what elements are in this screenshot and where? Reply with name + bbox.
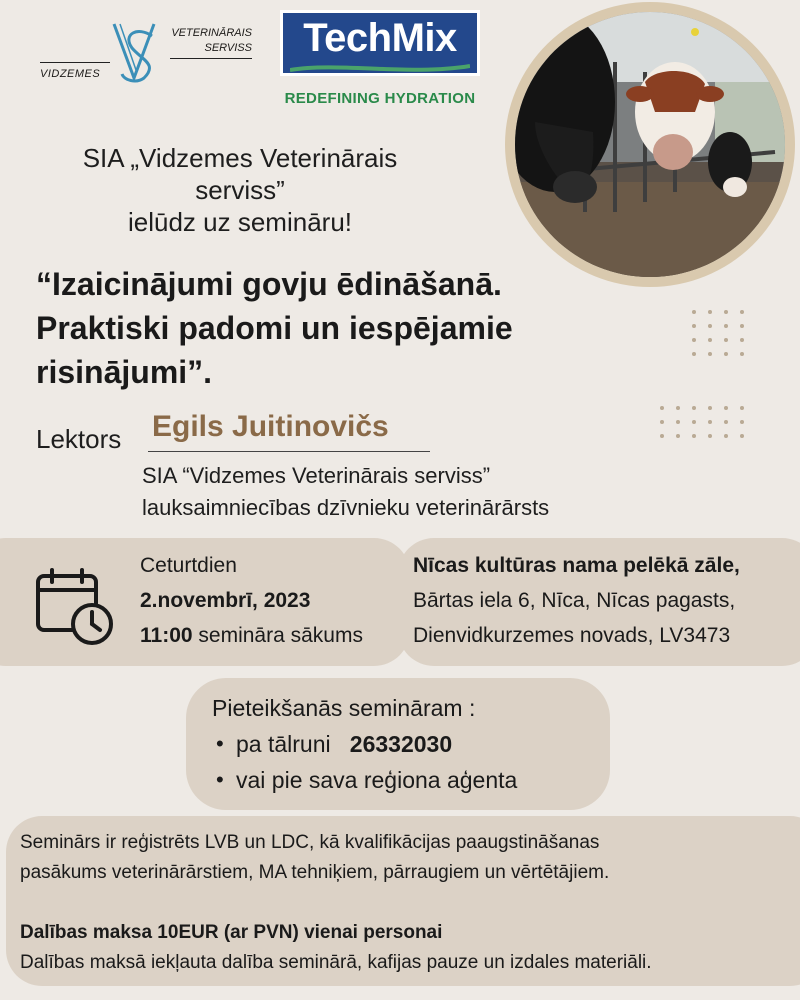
fee-line: Dalības maksa 10EUR (ar PVN) vienai personai [20,922,443,943]
registration-phone-item [212,726,517,762]
logo-text-line: SERVISS [204,42,252,54]
lecturer-name: Egils Juitinovičs [152,410,389,443]
event-time: 11:00 [140,624,193,647]
lecturer-label: Lektors [36,424,122,454]
event-date: 2.novembrī, 2023 [140,589,311,612]
intro-line: serviss” [195,175,285,205]
title-line: risinājumi”. [36,354,213,390]
calendar-clock-icon [34,566,116,648]
fee-detail: Dalības maksā iekļauta dalība seminārā, kafijas pauze un izdales materiāli. [20,952,652,973]
event-venue: Nīcas kultūras nama pelēkā zāle, [413,554,740,577]
registration-agent-item [212,762,517,798]
info-text [20,828,790,978]
title-line: Praktiski padomi un iespējamie [36,310,513,346]
decorative-dots [660,406,750,446]
logo-text-veterinarais-serviss [170,26,252,56]
cows-illustration [515,12,785,277]
phone-number[interactable]: 26332030 [349,731,453,757]
cows-photo [505,2,795,287]
techmix-logo [280,10,480,110]
agent-text: vai pie sava reģiona aģenta [236,767,518,793]
event-time-suffix: semināra sākums [192,624,363,647]
event-address-line: Dienvidkurzemes novads, LV3473 [413,624,731,647]
logo-divider [170,58,252,59]
vvs-monogram-icon [108,20,168,84]
logo-text-line: VETERINĀRAIS [171,27,252,39]
decorative-dots [692,310,782,350]
techmix-tagline: REDEFINING HYDRATION [284,90,476,107]
intro-line: SIA „Vidzemes Veterinārais [82,143,398,173]
techmix-wave-icon [290,62,470,74]
seminar-title [36,262,596,394]
event-date-info [140,548,363,653]
registration-heading: Pieteikšanās semināram : [212,695,476,721]
title-line: “Izaicinājumi govju ēdināšanā. [36,266,502,302]
phone-label: pa tālruni [236,731,331,757]
info-line: Seminārs ir reģistrēts LVB un LDC, kā kvalifikācijas paaugstināšanas [20,832,600,853]
registration-list [212,726,517,798]
info-line: pasākums veterinārārstiem, MA tehniķiem, pārraugiem un vērtētājiem. [20,862,610,883]
vvs-logo [30,18,260,88]
logo-divider [40,62,110,63]
lecturer-underline [148,451,430,452]
event-day: Ceturtdien [140,554,237,577]
event-time-row [140,618,363,653]
logo-text-vidzemes: VIDZEMES [40,68,101,80]
lecturer-role-line: lauksaimniecības dzīvnieku veterinārārsts [142,495,550,520]
lecturer-role-line: SIA “Vidzemes Veterinārais serviss” [142,463,491,488]
intro-line: ielūdz uz semināru! [128,207,352,237]
intro-text [30,142,450,238]
info-spacer [20,888,790,918]
registration-info [212,690,517,798]
event-address-line: Bārtas iela 6, Nīca, Nīcas pagasts, [413,589,736,612]
event-venue-info [413,548,740,653]
lecturer-role [142,460,549,524]
techmix-wordmark: TechMix [303,16,457,60]
